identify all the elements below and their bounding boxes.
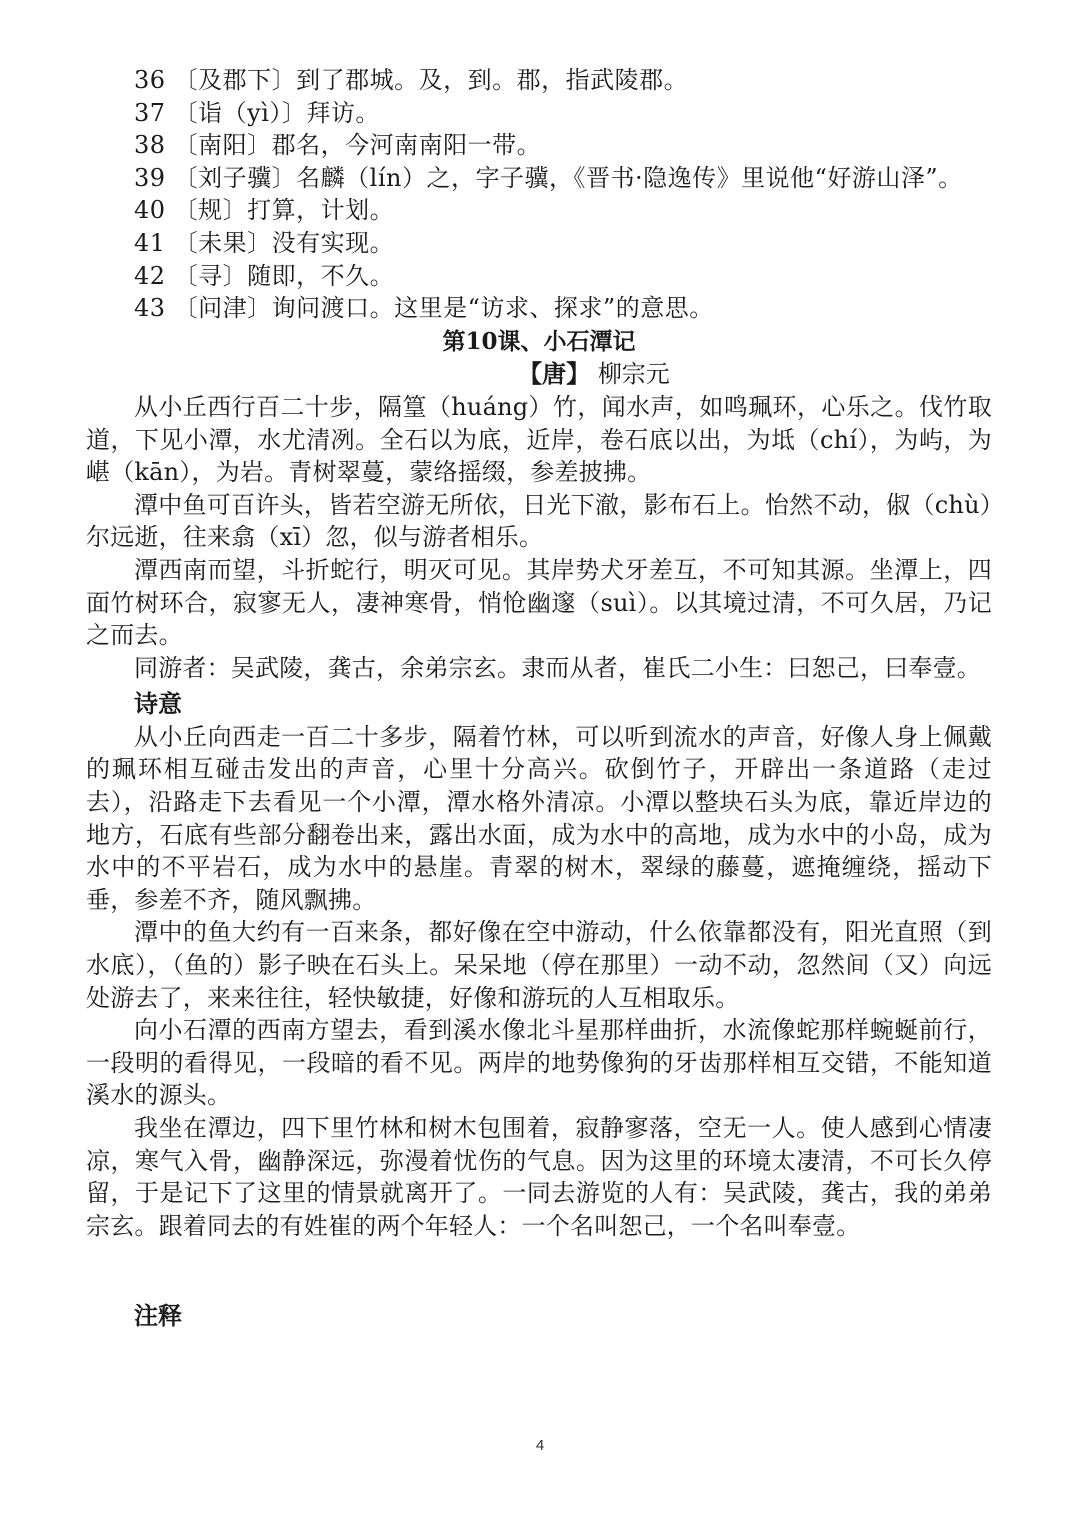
section-gap <box>86 1242 992 1296</box>
page-number: 4 <box>535 1437 545 1454</box>
note-40: 40 〔规〕打算，计划。 <box>134 196 395 225</box>
original-paragraph-2: 潭中鱼可百许头，皆若空游无所依，日光下澈，影布石上。怡然不动，俶（chù）尔远逝，往来翕（xī）忽，似与游者相乐。 <box>86 490 992 552</box>
note-38: 38 〔南阳〕郡名，今河南南阳一带。 <box>134 131 542 160</box>
translation-paragraph-4: 我坐在潭边，四下里竹林和树木包围着，寂静寥落，空无一人。使人感到心情凄凉，寒气入骨，幽静深远，弥漫着忧伤的气息。因为这里的环境太凄清，不可长久停留，于是记下了这里的情景就离开了。一同去游览的人有：吴武陵，龚古，我的弟弟宗玄。跟着同去的有姓崔的两个年轻人：一个名叫恕己，一个名叫奉壹。 <box>86 1114 992 1240</box>
lesson-author-line <box>86 358 992 391</box>
annotations-heading: 注释 <box>134 1301 182 1331</box>
note-36: 36 〔及郡下〕到了郡城。及，到。郡，指武陵郡。 <box>134 66 689 94</box>
note-43: 43 〔问津〕询问渡口。这里是“访求、探求”的意思。 <box>134 294 714 323</box>
translation-paragraph-3: 向小石潭的西南方望去，看到溪水像北斗星那样曲折，水流像蛇那样蜿蜒前行，一段明的看得见，一段暗的看不见。两岸的地势像狗的牙齿那样相互交错，不能知道溪水的源头。 <box>86 1016 992 1110</box>
lesson-title: 第10课、小石潭记 <box>442 327 636 355</box>
translation-paragraph-1: 从小丘向西走一百二十多步，隔着竹林，可以听到流水的声音，好像人身上佩戴的珮环相互碰击发出的声音，心里十分高兴。砍倒竹子，开辟出一条道路（走过去），沿路走下去看见一个小潭，潭水格外清凉。小潭以整块石头为底，靠近岸边的地方，石底有些部分翻卷出来，露出水面，成为水中的高地，成为水中的小岛，成为水中的不平岩石，成为水中的悬崖。青翠的树木，翠绿的藤蔓，遮掩缠绕，摇动下垂，参差不齐，随风飘拂。 <box>86 722 992 914</box>
lesson-author: 柳宗元 <box>597 360 670 389</box>
note-42: 42 〔寻〕随即，不久。 <box>134 261 395 290</box>
note-37: 37 〔诣（yì）〕拜访。 <box>134 98 380 127</box>
lesson-dynasty: 【唐】 <box>518 359 591 389</box>
original-paragraph-4: 同游者：吴武陵，龚古，余弟宗玄。隶而从者，崔氏二小生：曰恕己，曰奉壹。 <box>134 653 981 682</box>
note-41: 41 〔未果〕没有实现。 <box>134 228 395 257</box>
translation-paragraph-2: 潭中的鱼大约有一百来条，都好像在空中游动，什么依靠都没有，阳光直照（到水底），（鱼的）影子映在石头上。呆呆地（停在那里）一动不动，忽然间（又）向远处游去了，来来往往，轻快敏捷，好像和游玩的人互相取乐。 <box>86 918 992 1012</box>
translation-heading: 诗意 <box>134 689 182 719</box>
original-paragraph-1: 从小丘西行百二十步，隔篁（huáng）竹，闻水声，如鸣珮环，心乐之。伐竹取道，下见小潭，水尤清冽。全石以为底，近岸，卷石底以出，为坻（chí），为屿，为嵁（kān），为岩。青树翠蔓，蒙络摇缀，参差披拂。 <box>86 392 992 487</box>
note-39: 39 〔刘子骥〕名麟（lín）之，字子骥，《晋书·隐逸传》里说他“好游山泽”。 <box>134 163 963 192</box>
original-paragraph-3: 潭西南而望，斗折蛇行，明灭可见。其岸势犬牙差互，不可知其源。坐潭上，四面竹树环合，寂寥无人，凄神寒骨，悄怆幽邃（suì）。以其境过清，不可久居，乃记之而去。 <box>86 555 992 650</box>
